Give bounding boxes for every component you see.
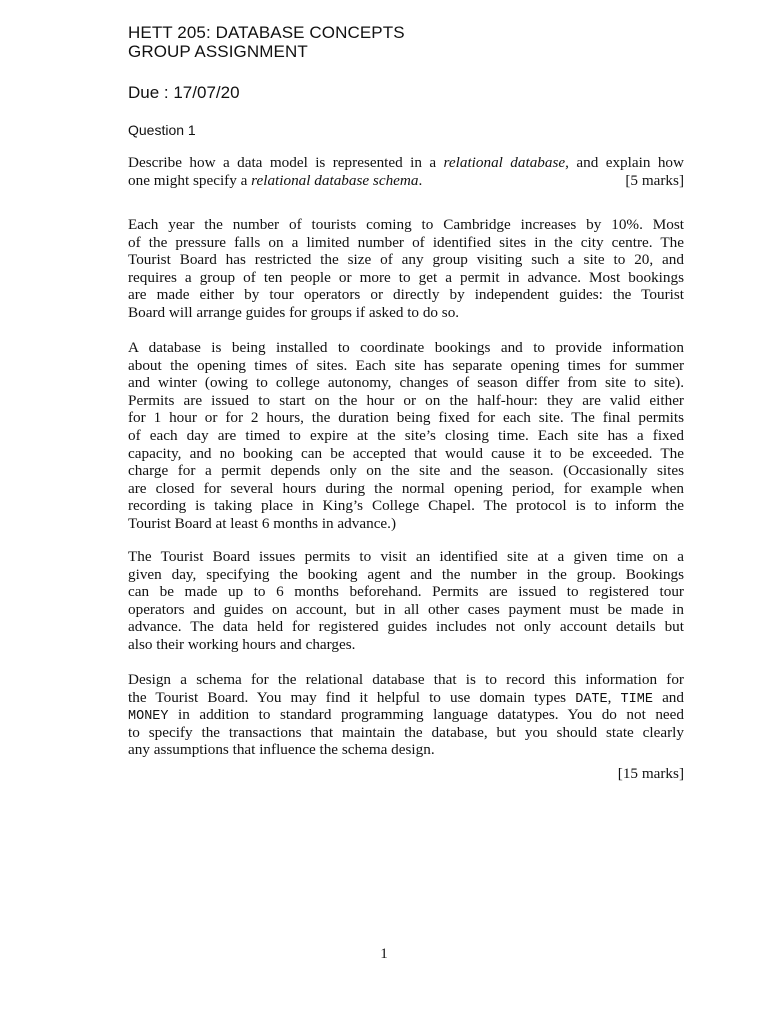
paragraph-permits [128, 548, 684, 654]
domain-type-date: DATE [575, 691, 608, 707]
text-line: can be made up to 6 months beforehand. Permits are issued to registered tour [128, 583, 684, 601]
text-line: Design a schema for the relational database that is to record this information for [128, 671, 684, 688]
text-line: Permits are issued to start on the hour or on the half-hour: they are valid either [128, 391, 684, 409]
text-line: and winter (owing to college autonomy, changes of season differ from site to site). [128, 374, 684, 392]
intro-line: Describe how a data model is represented in a relational database, and explain how [128, 154, 684, 171]
domain-type-time: TIME [620, 691, 653, 707]
text-line: operators and guides on account, but in all other cases payment must be made in [128, 600, 684, 618]
text-line: Board will arrange guides for groups if asked to do so. [128, 303, 460, 321]
text-line: A database is being installed to coordinate bookings and to provide information [128, 339, 684, 356]
text-line: Tourist Board at least 6 months in advance.) [128, 514, 397, 532]
text-line: capacity, and no booking can be accepted that would cause it to be exceeded. The [128, 444, 684, 462]
question-intro [128, 154, 684, 189]
text-line: also their working hours and charges. [128, 635, 356, 653]
text-line: requires a group of ten people or more to get a permit in advance. Most bookings [128, 268, 684, 286]
question-label: Question 1 [128, 122, 196, 138]
text-line: are closed for several hours during the normal opening period, for example when [128, 479, 684, 497]
question-marks: [15 marks] [617, 765, 684, 782]
domain-type-money: MONEY [128, 709, 169, 725]
text-line: for 1 hour or for 2 hours, the duration being fixed for each site. The final permits [128, 409, 684, 427]
text-line: Tourist Board has restricted the size of any group visiting such a site to 20, and [128, 251, 684, 269]
text-line: Each year the number of tourists coming to Cambridge increases by 10%. Most [128, 216, 684, 233]
text-line: charge for a permit depends only on the site and the season. (Occasionally sites [128, 462, 684, 480]
text-line: of each day are timed to expire at the site’s closing time. Each site has a fixed [128, 426, 684, 444]
paragraph-tourists [128, 216, 684, 322]
page-number: 1 [380, 946, 388, 962]
paragraph-schema-task [128, 671, 684, 759]
due-date: Due : 17/07/20 [128, 83, 240, 102]
emphasis-relational-database-schema: relational database schema [251, 171, 419, 189]
paragraph-database [128, 339, 684, 533]
text-line: any assumptions that influence the schema design. [128, 741, 435, 759]
text-line: the Tourist Board. You may find it helpful to use domain types DATE, TIME and [128, 688, 684, 707]
text-line: about the opening times of sites. Each site has separate opening times for summer [128, 356, 684, 374]
text-line: The Tourist Board issues permits to visit an identified site at a given time on a [128, 548, 684, 565]
text-line: of the pressure falls on a limited number of identified sites in the city centre. The [128, 233, 684, 251]
assignment-title: GROUP ASSIGNMENT [128, 42, 308, 61]
course-title: HETT 205: DATABASE CONCEPTS [128, 23, 405, 42]
emphasis-relational-database: relational database [443, 154, 566, 171]
document-header [128, 23, 405, 61]
text-line: recording is taking place in King’s College Chapel. The protocol is to inform the [128, 497, 684, 515]
intro-line: one might specify a relational database schema. [5 marks] [128, 171, 684, 189]
text-line: given day, specifying the booking agent and the number in the group. Bookings [128, 565, 684, 583]
text-line: to specify the transactions that maintain the database, but you should state clearly [128, 723, 684, 741]
text-line: are made either by tour operators or directly by independent guides: the Tourist [128, 286, 684, 304]
intro-marks: [5 marks] [625, 171, 684, 189]
text-line: MONEY in addition to standard programming language datatypes. You do not need [128, 706, 684, 725]
text-line: advance. The data held for registered guides includes not only account details but [128, 618, 684, 636]
